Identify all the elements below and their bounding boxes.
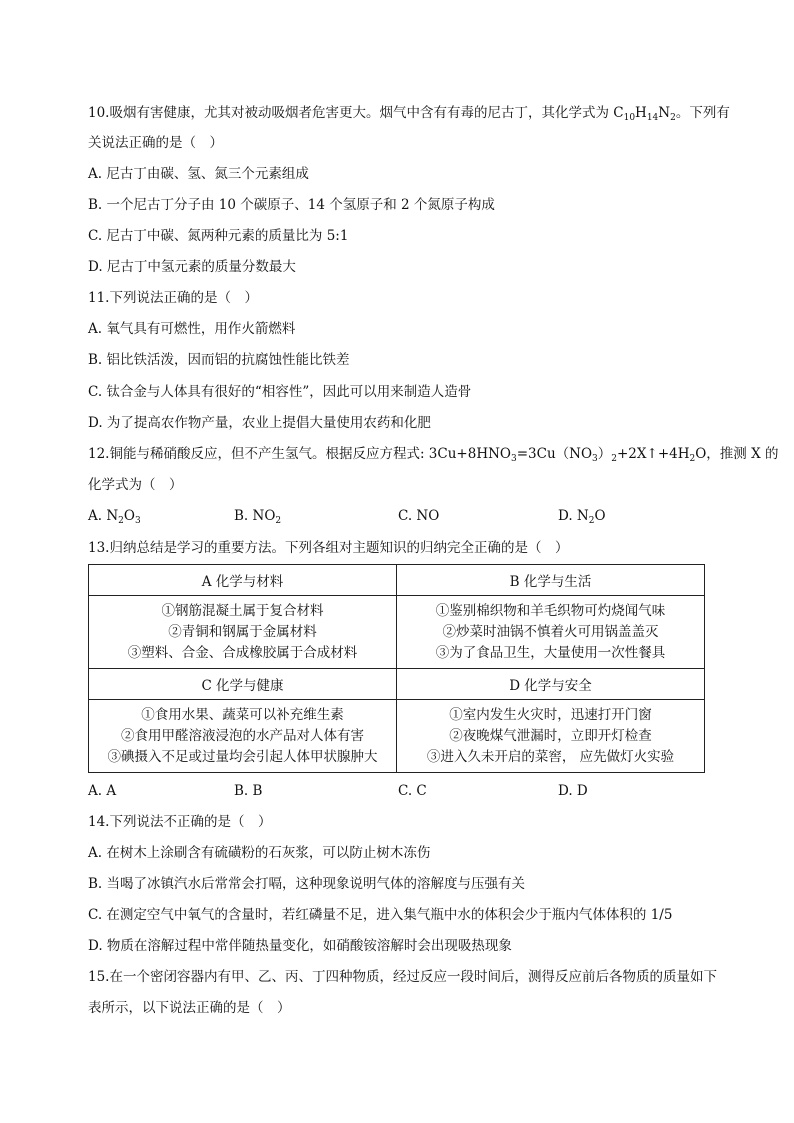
- q10-option-a: A. 尼古丁由碳、氢、氮三个元素组成: [88, 166, 309, 182]
- formula-subscript: 3: [134, 516, 141, 526]
- q13-options-row: [88, 781, 708, 801]
- table-cell-b-items: [397, 596, 705, 669]
- list-item: ③进入久未开启的菜窖， 应先做灯火实验: [426, 748, 675, 765]
- q14-stem: 14.下列说法不正确的是（ ）: [88, 814, 272, 830]
- formula-part: H: [635, 105, 647, 121]
- list-item: ②炒菜时油锅不慎着火可用锅盖盖灭: [442, 623, 659, 640]
- list-item: ①室内发生火灾时，迅速打开门窗: [449, 706, 652, 723]
- q14-option-c: C. 在测定空气中氧气的含量时，若红磷量不足，进入集气瓶中水的体积会少于瓶内气体体积的 1/5: [88, 907, 673, 923]
- list-item: ①钢筋混凝土属于复合材料: [161, 602, 324, 619]
- q10-option-b: B. 一个尼古丁分子由 10 个碳原子、14 个氢原子和 2 个氮原子构成: [88, 197, 495, 213]
- q10-stem-text-end: 。下列有: [675, 105, 730, 121]
- formula-subscript: 3: [510, 454, 517, 464]
- formula-part: +2X↑+4H: [617, 446, 690, 462]
- option-text: B. NO: [234, 508, 276, 524]
- q11-option-b: B. 铝比铁活泼，因而铝的抗腐蚀性能比铁差: [88, 352, 350, 368]
- option-text: O: [594, 508, 606, 524]
- table-cell-b-title: B 化学与生活: [397, 565, 705, 596]
- formula-part: N: [658, 105, 671, 121]
- q14-option-d: D. 物质在溶解过程中常伴随热量变化，如硝酸铵溶解时会出现吸热现象: [88, 938, 512, 954]
- q10-stem-line1: [88, 103, 730, 123]
- option-text: O: [123, 508, 135, 524]
- table-cell-d-title: D 化学与安全: [397, 669, 705, 700]
- formula-part: =3Cu（NO: [516, 446, 593, 462]
- q12-stem-line2: 化学式为（ ）: [88, 477, 183, 493]
- q14-option-a: A. 在树木上涂刷含有硫磺粉的石灰浆，可以防止树木冻伤: [88, 845, 431, 861]
- formula-subscript: 2: [670, 113, 676, 123]
- formula-subscript: 10: [623, 113, 636, 123]
- table-cell-c-title: C 化学与健康: [89, 669, 397, 700]
- q15-stem-line1: 15.在一个密闭容器内有甲、乙、丙、丁四种物质，经过反应一段时间后，测得反应前后各物质的质量如下: [88, 969, 717, 985]
- q12-options-row: [88, 506, 708, 526]
- list-item: ①鉴别棉织物和羊毛织物可灼烧闻气味: [435, 602, 666, 619]
- q10-stem-line2: 关说法正确的是（ ）: [88, 135, 223, 151]
- formula-subscript: 2: [689, 454, 696, 464]
- formula-part: ）: [597, 446, 612, 462]
- formula-subscript: 2: [118, 516, 124, 526]
- formula-subscript: 2: [588, 516, 595, 526]
- list-item: ②夜晚煤气泄漏时，立即开灯检查: [449, 727, 652, 744]
- q13-table: [88, 564, 705, 773]
- table-cell-c-items: [89, 700, 397, 773]
- list-item: ②食用甲醛溶液浸泡的水产品对人体有害: [121, 727, 364, 744]
- q15-stem-line2: 表所示，以下说法正确的是（ ）: [88, 1000, 291, 1016]
- formula-subscript: 14: [646, 113, 659, 123]
- q12-option-b: [234, 506, 281, 526]
- list-item: ③为了食品卫生，大量使用一次性餐具: [435, 644, 666, 661]
- q13-stem: 13.归纳总结是学习的重要方法。下列各组对主题知识的归纳完全正确的是（ ）: [88, 540, 569, 556]
- table-cell-a-items: [89, 596, 397, 669]
- q13-option-d: D. D: [558, 783, 588, 799]
- q11-option-c: C. 钛合金与人体具有很好的“相容性”，因此可以用来制造人造骨: [88, 384, 472, 400]
- list-item: ③碘摄入不足或过量均会引起人体甲状腺肿大: [107, 748, 378, 765]
- q12-stem-text: 12.铜能与稀硝酸反应，但不产生氢气。根据反应方程式: 3Cu+8HNO: [88, 446, 511, 462]
- list-item: ③塑料、合金、合成橡胶属于合成材料: [127, 644, 358, 661]
- list-item: ①食用水果、蔬菜可以补充维生素: [141, 706, 344, 723]
- formula-subscript: 2: [611, 454, 617, 464]
- q10-stem-text: 10.吸烟有害健康，尤其对被动吸烟者危害更大。烟气中含有有毒的尼古丁，其化学式为 C: [88, 105, 624, 121]
- q13-option-b: B. B: [234, 783, 263, 799]
- q13-option-c: C. C: [398, 783, 427, 799]
- q12-stem-text-end: O，推测 X 的: [695, 446, 779, 462]
- q13-option-a: A. A: [88, 783, 117, 799]
- option-text: D. N: [558, 508, 589, 524]
- table-cell-d-items: [397, 700, 705, 773]
- q14-option-b: B. 当喝了冰镇汽水后常常会打嗝，这种现象说明气体的溶解度与压强有关: [88, 876, 526, 892]
- list-item: ②青铜和钢属于金属材料: [168, 623, 317, 640]
- q10-option-d: D. 尼古丁中氢元素的质量分数最大: [88, 259, 296, 275]
- q11-stem: 11.下列说法正确的是（ ）: [88, 290, 258, 306]
- q12-option-c: C. NO: [398, 508, 440, 524]
- table-cell-a-title: A 化学与材料: [89, 565, 397, 596]
- q11-option-a: A. 氧气具有可燃性，用作火箭燃料: [88, 321, 296, 337]
- q10-option-c: C. 尼古丁中碳、氮两种元素的质量比为 5:1: [88, 228, 349, 244]
- q12-option-a: [88, 506, 141, 526]
- q12-stem-line1: [88, 444, 779, 464]
- formula-subscript: 3: [592, 454, 598, 464]
- formula-subscript: 2: [275, 516, 282, 526]
- q12-option-d: [558, 506, 606, 526]
- option-text: A. N: [88, 508, 119, 524]
- q11-option-d: D. 为了提高农作物产量，农业上提倡大量使用农药和化肥: [88, 415, 431, 431]
